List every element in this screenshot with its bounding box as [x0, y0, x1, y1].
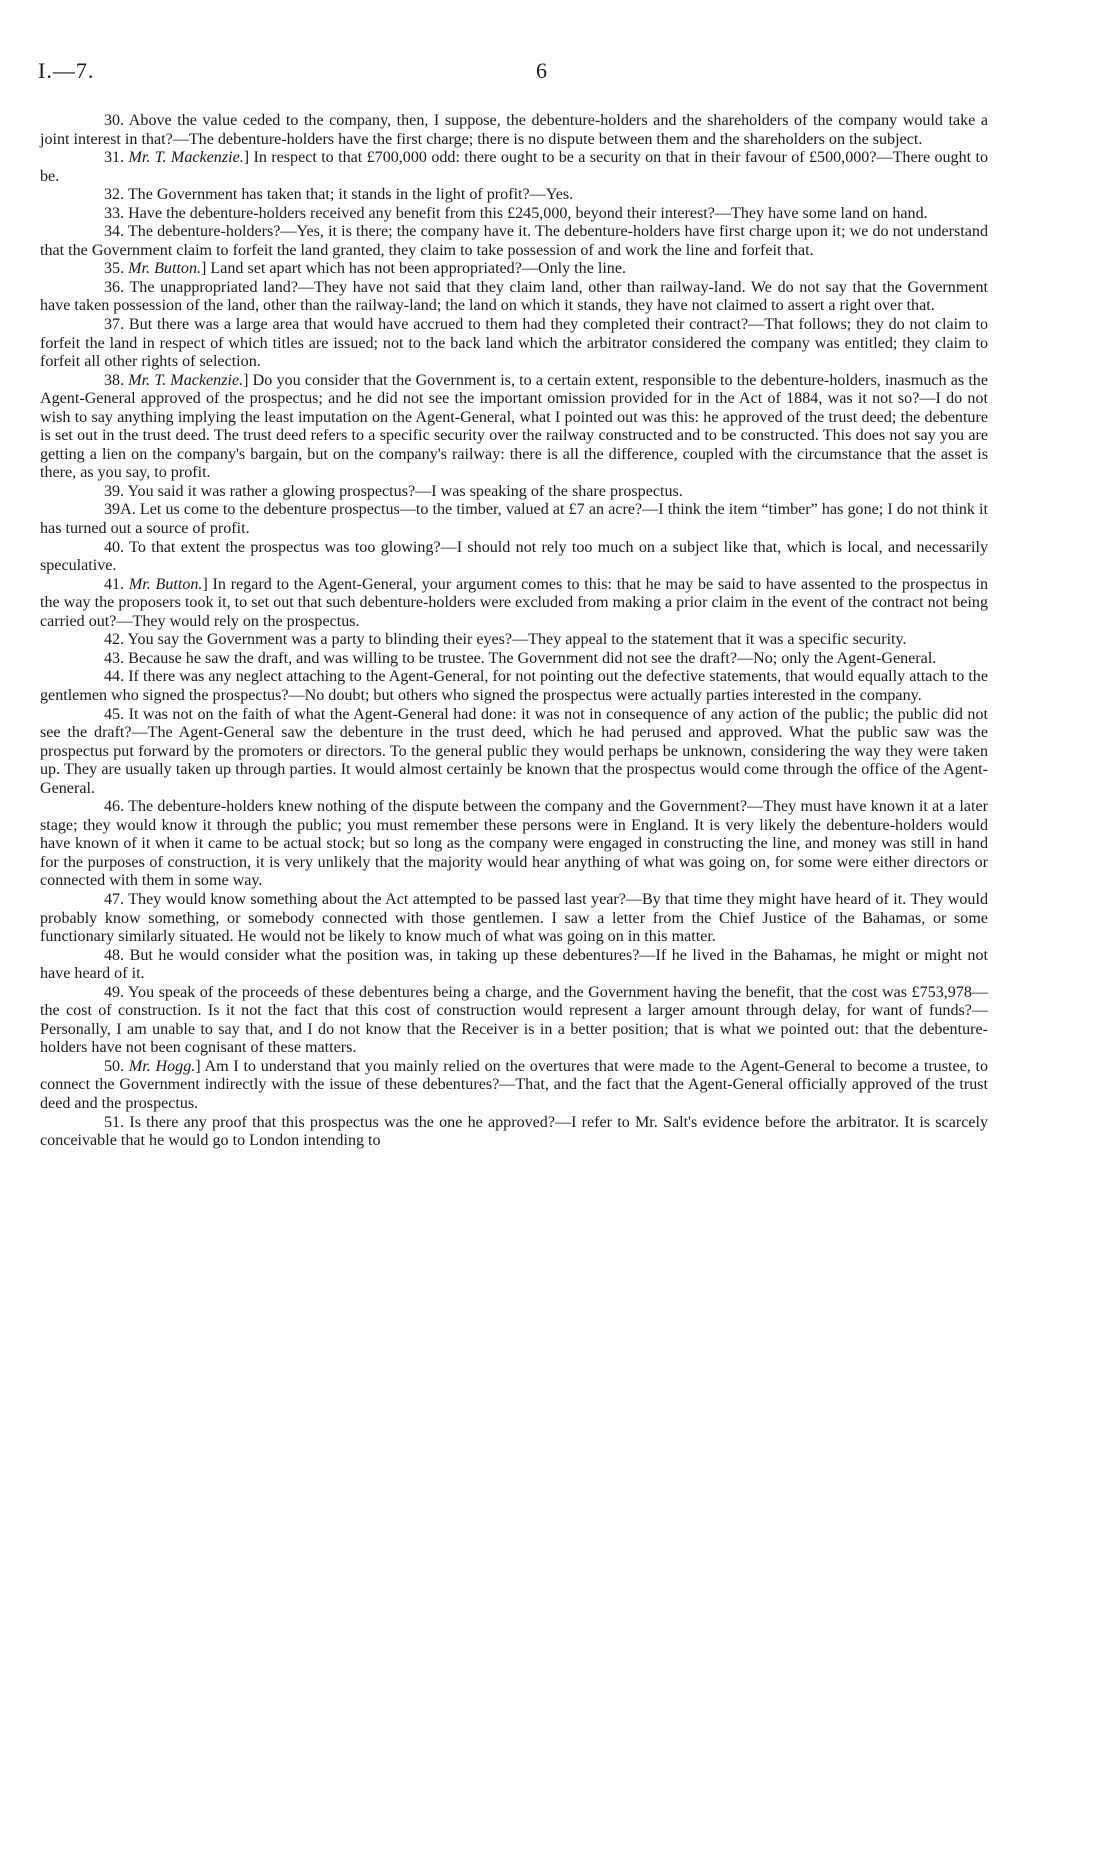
paragraph	[40, 1058, 988, 1114]
paragraph	[40, 539, 988, 576]
paragraph-text: 48. But he would consider what the position was, in taking up these debentures?—If he lived in the Bahamas, he might or might not have heard of it.	[40, 946, 988, 983]
paragraph	[40, 947, 988, 984]
paragraph	[40, 501, 988, 538]
paragraph	[40, 316, 988, 372]
page-number: 6	[536, 58, 547, 83]
document-body	[40, 112, 988, 1151]
paragraph	[40, 631, 988, 650]
paragraph-text: ] Am I to understand that you mainly relied on the overtures that were made to the Agent-General to become a trustee, to connect the Government indirectly with the issue of these debentures?—That, and the fact that the Agent-General officially approved of the trust deed and the prospectus.	[40, 1057, 989, 1112]
paragraph	[40, 706, 988, 799]
paragraph	[40, 1114, 988, 1151]
document-reference: I.—7.	[38, 58, 95, 83]
paragraph-text: 45. It was not on the faith of what the Agent-General had done: it was not in consequence of any action of the public; the public did not see the draft?—The Agent-General saw the debenture in the trust deed, which he had perused and approved. What the public saw was the prospectus put forward by the promoters or directors. To the general public they would perhaps be unknown, considering the way they were taken up. They are usually taken up through parties. It would almost certainly be known that the prospectus would come through the office of the Agent-General.	[40, 705, 988, 797]
paragraph-text: 32. The Government has taken that; it stands in the light of profit?—Yes.	[104, 186, 574, 204]
paragraph-text: 34. The debenture-holders?—Yes, it is there; the company have it. The debenture-holders have first charge upon it; we do not understand that the Government claim to forfeit the land granted, they claim to take possession of and work the line and forfeit that.	[40, 223, 988, 259]
paragraph	[40, 798, 988, 891]
paragraph	[40, 984, 988, 1058]
paragraph	[40, 668, 988, 705]
paragraph-text: 31.	[104, 149, 129, 167]
paragraph-text: 38.	[104, 371, 129, 389]
paragraph	[40, 223, 988, 260]
paragraph-text: 47. They would know something about the Act attempted to be passed last year?—By that time they might have heard of it. They would probably know something, or somebody connected with those gentlemen. I saw a letter from the Chief Justice of the Bahamas, or some functionary similarly situated. He would not be likely to know much of what was going on in this matter.	[40, 890, 988, 946]
paragraph-text: 42. You say the Government was a party to blinding their eyes?—They appeal to the statement that it was a specific security.	[104, 631, 907, 649]
paragraph-text: ] In regard to the Agent-General, your argument comes to this: that he may be said to have assented to the prospectus in the way the proposers took it, to set out that such debenture-holders were excluded from making a prior claim in the event of the contract not being carried out?—They would rely on the prospectus.	[40, 575, 989, 630]
speaker-name: Mr. Button.	[128, 260, 202, 278]
paragraph-text: ] Land set apart which has not been appropriated?—Only the line.	[201, 260, 627, 278]
paragraph	[40, 650, 988, 669]
paragraph-text: 30. Above the value ceded to the company, then, I suppose, the debenture-holders and the shareholders of the company would take a joint interest in that?—The debenture-holders have the first charge; there is no dispute between them and the shareholders on the subject.	[40, 112, 988, 148]
paragraph	[40, 891, 988, 947]
paragraph-text: 49. You speak of the proceeds of these debentures being a charge, and the Government having the benefit, that the cost was £753,978—the cost of construction. Is it not the fact that this cost of construction would represent a larger amount through delay, for want of funds?—Personally, I am unable to say that, and I do not know that the Receiver is in a better position; that is what we pointed out: that the debenture-holders have not been cognisant of these matters.	[40, 983, 988, 1057]
paragraph	[40, 260, 988, 279]
paragraph-text: 50.	[104, 1057, 129, 1075]
paragraph	[40, 372, 988, 483]
paragraph	[40, 112, 988, 149]
paragraph	[40, 576, 988, 632]
speaker-name: Mr. Button.	[128, 575, 203, 593]
paragraph-text: 51. Is there any proof that this prospectus was the one he approved?—I refer to Mr. Salt's evidence before the arbitrator. It is scarcely conceivable that he would go to London intending to	[40, 1113, 988, 1150]
paragraph-text: 40. To that extent the prospectus was too glowing?—I should not rely too much on a subject like that, which is local, and necessarily speculative.	[40, 538, 988, 575]
paragraph-text: ] Do you consider that the Government is, to a certain extent, responsible to the debenture-holders, inasmuch as the Agent-General approved of the prospectus; and he did not see the important omission provided for in the Act of 1884, was it not so?—I do not wish to say anything implying the least imputation on the Agent-General, what I pointed out was this: he approved of the trust deed; the debenture is set out in the trust deed. The trust deed refers to a specific security over the railway constructed and to be constructed. This does not say you are getting a lien on the company's bargain, but on the company's railway: there is all the difference, coupled with the circumstance that the asset is there, as you say, to profit.	[40, 371, 988, 482]
paragraph	[40, 186, 988, 205]
paragraph-text: 37. But there was a large area that would have accrued to them had they completed their contract?—That follows; they do not claim to forfeit the land in respect of which titles are issued; not to the back land which the arbitrator considered the company was entitled; they claim to forfeit all other rights of selection.	[40, 316, 988, 371]
paragraph-text: ] In respect to that £700,000 odd: there ought to be a security on that in their favour of £500,000?—There ought to be.	[40, 149, 989, 185]
speaker-name: Mr. Hogg.	[128, 1057, 196, 1075]
page-header	[0, 58, 1114, 88]
paragraph-text: 44. If there was any neglect attaching to the Agent-General, for not pointing out the defective statements, that would equally attach to the gentlemen who signed the prospectus?—No doubt; but others who signed the prospectus were actually parties interested in the company.	[40, 668, 988, 704]
paragraph-text: 46. The debenture-holders knew nothing of the dispute between the company and the Government?—They must have known it at a later stage; they would know it through the public; you must remember these persons were in England. It is very likely the debenture-holders would have known of it when it came to be actual stock; but so long as the company were engaged in constructing the line, and money was still in hand for the purposes of construction, it is very unlikely that the majority would hear anything of what was going on, for some were either directors or connected with them in some way.	[40, 798, 988, 890]
paragraph-text: 39. You said it was rather a glowing prospectus?—I was speaking of the share prospectus.	[104, 482, 683, 500]
paragraph	[40, 205, 988, 224]
paragraph-text: 33. Have the debenture-holders received any benefit from this £245,000, beyond their interest?—They have some land on hand.	[104, 204, 928, 222]
paragraph	[40, 279, 988, 316]
speaker-name: Mr. T. Mackenzie.	[128, 371, 244, 389]
paragraph-text: 43. Because he saw the draft, and was willing to be trustee. The Government did not see the draft?—No; only the Agent-General.	[104, 649, 937, 667]
paragraph-text: 39A. Let us come to the debenture prospectus—to the timber, valued at £7 an acre?—I think the item “timber” has gone; I do not think it has turned out a source of profit.	[40, 501, 988, 538]
speaker-name: Mr. T. Mackenzie.	[128, 149, 244, 167]
paragraph-text: 35.	[104, 260, 129, 278]
paragraph	[40, 149, 988, 186]
paragraph-text: 36. The unappropriated land?—They have not said that they claim land, other than railway-land. We do not say that the Government have taken possession of the land, other than the railway-land; the land on which it stands, they have not claimed to assert a right over that.	[40, 278, 988, 315]
paragraph	[40, 483, 988, 502]
paragraph-text: 41.	[104, 575, 129, 593]
